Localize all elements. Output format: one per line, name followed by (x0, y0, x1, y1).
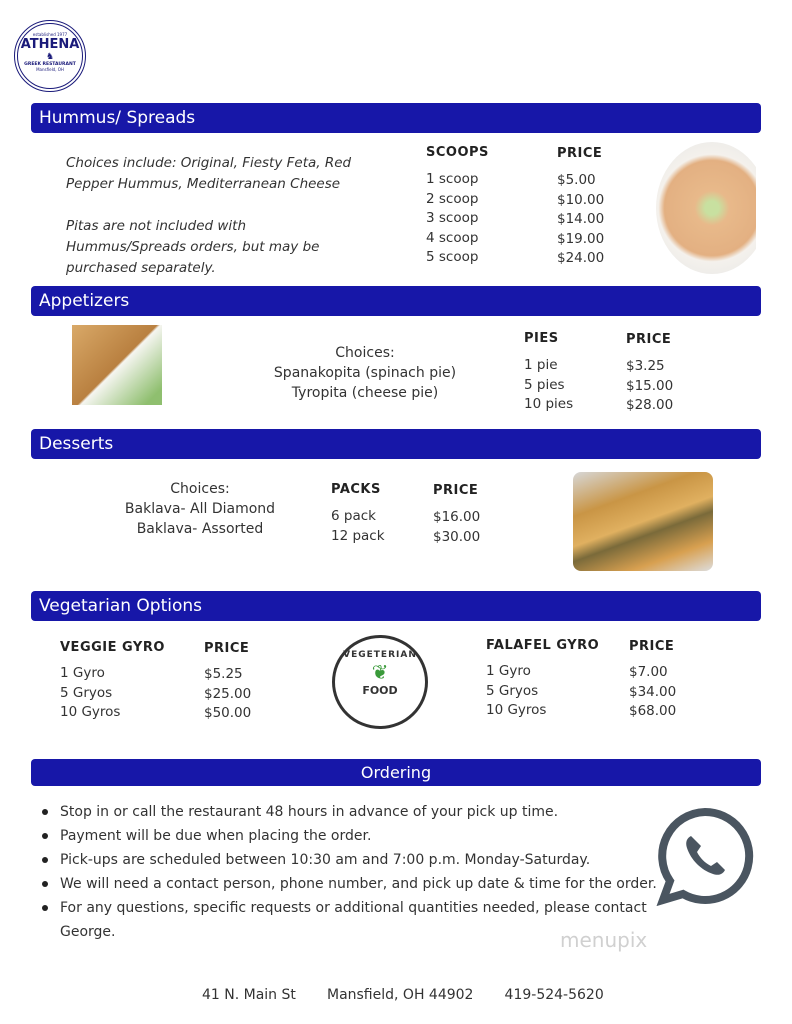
veggie-qty-list (60, 664, 120, 723)
baklava-photo (573, 472, 713, 571)
appetizer-qty-list (524, 356, 573, 415)
section-header-hummus: Hummus/ Spreads (31, 103, 761, 133)
hummus-photo (656, 142, 756, 274)
ordering-item: For any questions, specific requests or additional quantities needed, please contact George. (40, 896, 670, 944)
price: $25.00 (204, 685, 252, 702)
ordering-list (40, 800, 670, 944)
qty: 10 Gyros (486, 702, 547, 718)
qty: 12 pack (331, 527, 385, 544)
dessert-choices (110, 479, 290, 539)
falafel-gyro-header: FALAFEL GYRO (486, 638, 600, 653)
section-header-vegetarian: Vegetarian Options (31, 591, 761, 621)
qty: 1 Gyro (486, 663, 531, 679)
price: $14.00 (557, 211, 605, 227)
ordering-item: Payment will be due when placing the order. (40, 824, 670, 848)
logo-established: established 1977 (32, 32, 68, 37)
qty: 10 pies (524, 396, 574, 412)
price-header: PRICE (433, 483, 479, 498)
price: $16.00 (433, 509, 481, 525)
qty: 1 pie (524, 357, 558, 373)
qty: 1 scoop (426, 171, 479, 187)
qty: 2 scoop (426, 190, 479, 207)
qty: 5 Gryos (486, 682, 539, 699)
choices-label: Choices: (335, 345, 395, 361)
price: $24.00 (557, 250, 605, 266)
spanakopita-photo (72, 325, 162, 405)
price: $7.00 (629, 664, 668, 680)
price-header: PRICE (626, 332, 672, 347)
ordering-item: Stop in or call the restaurant 48 hours in advance of your pick up time. (40, 800, 670, 824)
price: $28.00 (626, 397, 674, 413)
veggie-gyro-header: VEGGIE GYRO (60, 640, 165, 655)
pies-header: PIES (524, 331, 559, 346)
ordering-item: We will need a contact person, phone number, and pick up date & time for the order. (40, 872, 670, 896)
logo-sub: GREEK RESTAURANT (24, 62, 76, 67)
logo-bottom: Mansfield, OH (36, 67, 64, 72)
vegetarian-food-badge (332, 635, 428, 729)
packs-header: PACKS (331, 482, 381, 497)
dessert-price-list (433, 508, 480, 547)
phone-icon (655, 806, 755, 906)
ordering-item: Pick-ups are scheduled between 10:30 am and 7:00 p.m. Monday-Saturday. (40, 848, 670, 872)
falafel-price-list (629, 663, 676, 722)
choice: Baklava- Assorted (136, 521, 264, 537)
hummus-note: Pitas are not included with Hummus/Spreads orders, but may be purchased separately. (66, 218, 320, 276)
price: $5.00 (557, 172, 596, 188)
appetizer-price-list (626, 357, 673, 416)
restaurant-logo (14, 20, 86, 92)
qty: 1 Gyro (60, 665, 105, 681)
logo-name: ATHENA (20, 37, 80, 52)
qty: 4 scoop (426, 229, 479, 246)
price: $15.00 (626, 377, 674, 394)
choice: Tyropita (cheese pie) (291, 385, 439, 401)
qty: 5 scoop (426, 249, 479, 265)
qty: 3 scoop (426, 210, 479, 226)
veggie-price-list (204, 665, 251, 724)
hummus-price-list (557, 171, 604, 269)
price: $68.00 (629, 703, 677, 719)
price: $30.00 (433, 528, 481, 545)
price-header: PRICE (557, 146, 603, 161)
price: $19.00 (557, 230, 605, 247)
price: $34.00 (629, 683, 677, 700)
scoops-header: SCOOPS (426, 145, 489, 160)
falafel-qty-list (486, 662, 546, 721)
qty: 6 pack (331, 508, 376, 524)
footer (202, 984, 630, 1003)
price: $10.00 (557, 191, 605, 208)
appetizer-choices (260, 343, 470, 403)
qty: 10 Gyros (60, 704, 121, 720)
choice: Baklava- All Diamond (124, 501, 276, 517)
sprout-icon: ❦ (371, 660, 389, 684)
qty: 5 Gryos (60, 684, 113, 701)
watermark: menupix (560, 928, 648, 952)
price-header: PRICE (629, 639, 675, 654)
section-header-desserts: Desserts (31, 429, 761, 459)
choices-label: Choices: (170, 481, 230, 497)
footer-city: Mansfield, OH 44902 (326, 987, 474, 1003)
price: $50.00 (204, 705, 252, 721)
price-header: PRICE (204, 641, 250, 656)
hummus-qty-list (426, 170, 478, 268)
logo-figure-icon: ♞ (45, 52, 55, 62)
hummus-choices: Choices include: Original, Fiesty Feta, Red Pepper Hummus, Mediterranean Cheese (66, 155, 352, 192)
section-header-ordering: Ordering (31, 759, 761, 786)
section-header-appetizers: Appetizers (31, 286, 761, 316)
footer-address: 41 N. Main St (202, 987, 296, 1003)
price: $5.25 (204, 666, 243, 682)
badge-bottom: FOOD (362, 684, 398, 697)
qty: 5 pies (524, 376, 565, 393)
dessert-qty-list (331, 507, 385, 546)
price: $3.25 (626, 358, 665, 374)
footer-phone[interactable]: 419-524-5620 (504, 987, 604, 1003)
choice: Spanakopita (spinach pie) (273, 365, 457, 381)
badge-top: VEGETERIAN (343, 650, 417, 660)
